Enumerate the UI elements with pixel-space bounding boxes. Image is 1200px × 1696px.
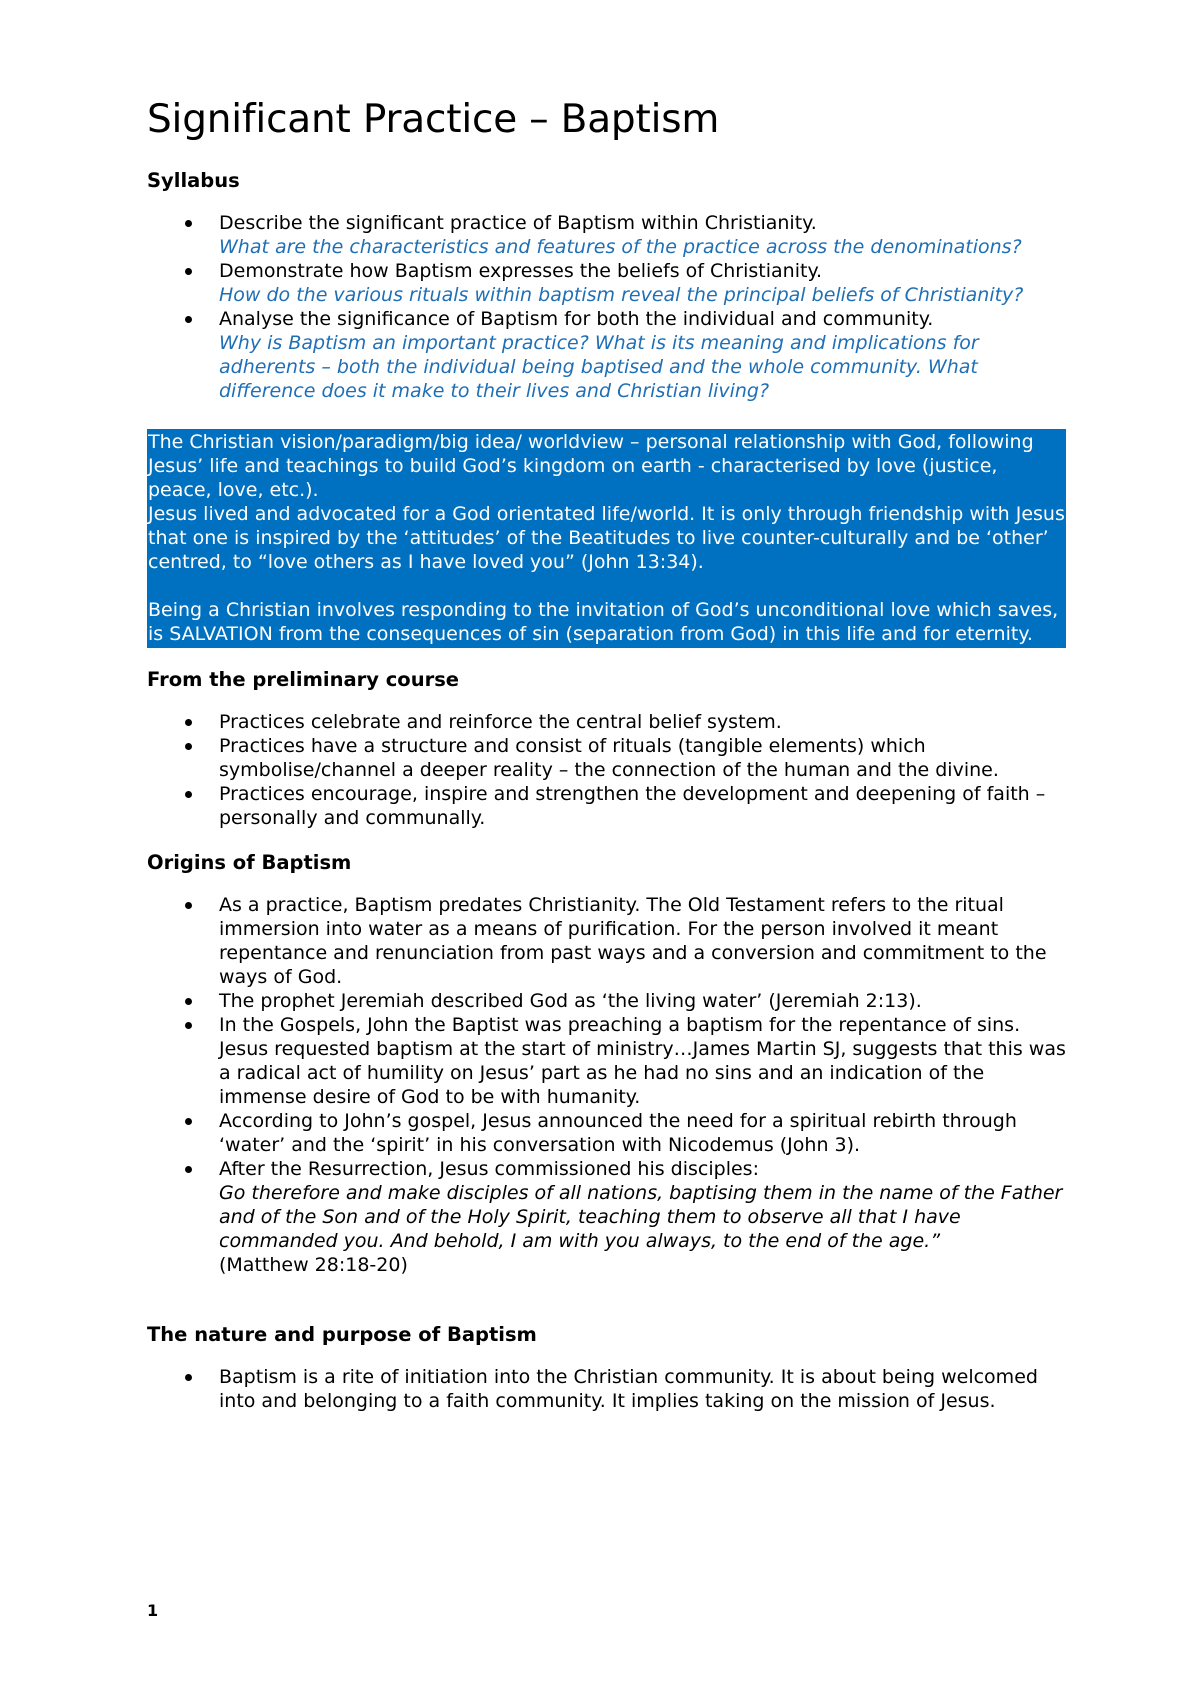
nature-list	[147, 1365, 1067, 1413]
vision-paragraph: Jesus lived and advocated for a God orientated life/world. It is only through friendship with Jesus that one is inspired by the ‘attitudes’ of the Beatitudes to live counter-culturally and be ‘other’ centred, to “love others as I have loved you” (John 13:34).	[148, 502, 1065, 573]
bullet-icon	[185, 1166, 192, 1173]
list-item-text: Baptism is a rite of initiation into the Christian community. It is about being welcomed into and belonging to a faith community. It implies taking on the mission of Jesus.	[219, 1365, 1038, 1412]
spacer	[147, 1277, 1067, 1323]
bullet-icon	[185, 791, 192, 798]
list-item	[147, 307, 1067, 403]
syllabus-item-text: Describe the significant practice of Baptism within Christianity.	[219, 211, 817, 234]
nature-heading: The nature and purpose of Baptism	[147, 1322, 537, 1346]
scripture-quote: Go therefore and make disciples of all nations, baptising them in the name of the Father and of the Son and of the Holy Spirit, teaching them to observe all that I have commanded you. And behold, I am with you always, to the end of the age.”	[219, 1181, 1063, 1252]
preliminary-section	[147, 668, 1067, 830]
nature-section	[147, 1323, 1067, 1413]
spacer	[148, 574, 1066, 598]
list-item-text: Practices have a structure and consist of rituals (tangible elements) which symbolise/channel a deeper reality – the connection of the human and the divine.	[219, 734, 999, 781]
syllabus-heading: Syllabus	[147, 168, 240, 192]
bullet-icon	[185, 998, 192, 1005]
document-page	[147, 96, 1067, 1413]
scripture-reference: (Matthew 28:18-20)	[219, 1253, 408, 1276]
list-item	[147, 989, 1067, 1013]
syllabus-list	[147, 211, 1067, 403]
list-item-text: Practices encourage, inspire and strengthen the development and deepening of faith – personally and communally.	[219, 782, 1046, 829]
bullet-icon	[185, 719, 192, 726]
syllabus-item-question: What are the characteristics and features of the practice across the denominations?	[219, 235, 1022, 258]
origins-section	[147, 851, 1067, 1277]
syllabus-item-text: Analyse the significance of Baptism for both the individual and community.	[219, 307, 934, 330]
bullet-icon	[185, 220, 192, 227]
syllabus-item-text: Demonstrate how Baptism expresses the beliefs of Christianity.	[219, 259, 823, 282]
list-item-text: After the Resurrection, Jesus commissioned his disciples:	[219, 1157, 759, 1180]
vision-paragraph: Being a Christian involves responding to the invitation of God’s unconditional love which saves, is SALVATION from the consequences of sin (separation from God) in this life and for eternity.	[148, 598, 1059, 645]
list-item	[147, 1157, 1067, 1277]
bullet-icon	[185, 743, 192, 750]
list-item-text: According to John’s gospel, Jesus announced the need for a spiritual rebirth through ‘water’ and the ‘spirit’ in his conversation with Nicodemus (John 3).	[219, 1109, 1017, 1156]
list-item	[147, 1365, 1067, 1413]
list-item	[147, 259, 1067, 307]
list-item	[147, 734, 1067, 782]
syllabus-item-question: How do the various rituals within baptism reveal the principal beliefs of Christianity?	[219, 283, 1024, 306]
list-item	[147, 710, 1067, 734]
bullet-icon	[185, 268, 192, 275]
spacer	[147, 830, 1067, 851]
vision-paragraph: The Christian vision/paradigm/big idea/ worldview – personal relationship with God, following Jesus’ life and teachings to build God’s kingdom on earth - characterised by love (justice, peace, love, etc.).	[148, 430, 1034, 501]
syllabus-item-question: Why is Baptism an important practice? What is its meaning and implications for adherents – both the individual being baptised and the whole community. What difference does it make to their lives and Christian living?	[219, 331, 979, 402]
list-item-text: As a practice, Baptism predates Christianity. The Old Testament refers to the ritual immersion into water as a means of purification. For the person involved it meant repentance and renunciation from past ways and a conversion and commitment to the ways of God.	[219, 893, 1047, 988]
page-number: 1	[147, 1601, 159, 1620]
preliminary-list	[147, 710, 1067, 830]
syllabus-section	[147, 169, 1067, 403]
list-item	[147, 1013, 1067, 1109]
list-item	[147, 1109, 1067, 1157]
bullet-icon	[185, 1022, 192, 1029]
bullet-icon	[185, 902, 192, 909]
page-title: Significant Practice – Baptism	[147, 97, 720, 142]
spacer	[147, 403, 1067, 429]
preliminary-heading: From the preliminary course	[147, 667, 460, 691]
list-item-text: In the Gospels, John the Baptist was preaching a baptism for the repentance of sins. Jesus requested baptism at the start of ministry…James Martin SJ, suggests that this was a radical act of humility on Jesus’ part as he had no sins and an indication of the immense desire of God to be with humanity.	[219, 1013, 1066, 1108]
origins-heading: Origins of Baptism	[147, 850, 352, 874]
list-item	[147, 782, 1067, 830]
spacer	[147, 648, 1067, 668]
list-item	[147, 893, 1067, 989]
bullet-icon	[185, 1374, 192, 1381]
bullet-icon	[185, 316, 192, 323]
list-item-text: Practices celebrate and reinforce the central belief system.	[219, 710, 782, 733]
list-item-text: The prophet Jeremiah described God as ‘the living water’ (Jeremiah 2:13).	[219, 989, 922, 1012]
bullet-icon	[185, 1118, 192, 1125]
list-item	[147, 211, 1067, 259]
vision-highlight-box	[147, 429, 1066, 648]
origins-list	[147, 893, 1067, 1277]
